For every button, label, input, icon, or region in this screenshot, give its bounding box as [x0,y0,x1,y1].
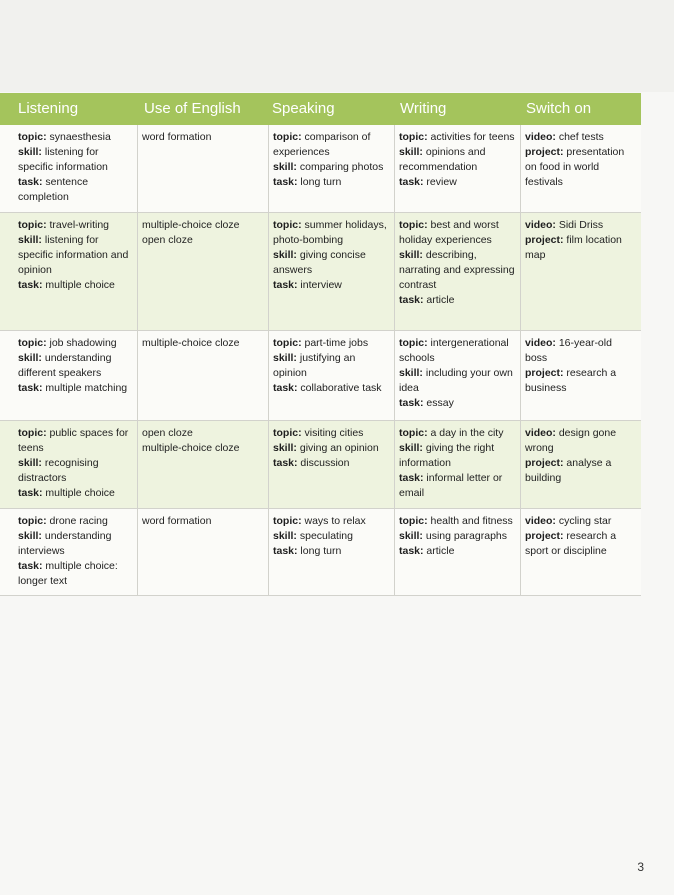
cell-line: topic: ways to relax [273,515,366,527]
cell-line: skill: understanding different speakers [18,352,112,379]
cell-line: skill: listening for specific information and opinion [18,234,129,276]
cell-switch-on [521,125,641,212]
cell-line: multiple-choice cloze [142,337,240,349]
cell-line: video: cycling star [525,515,612,527]
cell-listening [0,509,138,595]
cell-line: video: Sidi Driss [525,219,604,231]
cell-line: task: article [399,294,455,306]
cell-line: task: multiple choice [18,487,115,499]
cell-line: word formation [142,515,212,527]
cell-line: topic: activities for teens [399,131,515,143]
table-row [0,421,641,509]
cell-switch-on [521,509,641,595]
cell-line: topic: comparison of experiences [273,131,371,158]
cell-line: task: collaborative task [273,382,382,394]
cell-use-of-english [138,509,269,595]
cell-line: topic: summer holidays, photo-bombing [273,219,387,246]
cell-use-of-english [138,331,269,420]
cell-line: topic: part-time jobs [273,337,369,349]
cell-line: multiple-choice cloze [142,219,240,231]
cell-line: skill: giving an opinion [273,442,379,454]
cell-switch-on [521,331,641,420]
cell-use-of-english [138,125,269,212]
cell-line: word formation [142,131,212,143]
cell-speaking [269,213,395,330]
cell-line: task: long turn [273,545,342,557]
cell-switch-on [521,213,641,330]
cell-line: skill: opinions and recommendation [399,146,486,173]
cell-line: task: informal letter or email [399,472,503,499]
cell-line: video: 16-year-old boss [525,337,612,364]
cell-line: skill: giving concise answers [273,249,366,276]
cell-line: topic: intergenerational schools [399,337,509,364]
cell-line: task: long turn [273,176,342,188]
cell-line: topic: drone racing [18,515,108,527]
cell-switch-on [521,421,641,508]
cell-line: task: essay [399,397,454,409]
cell-listening [0,213,138,330]
cell-line: project: presentation on food in world festivals [525,146,625,188]
cell-line: skill: understanding interviews [18,530,112,557]
header-switch-on: Switch on [526,100,592,117]
cell-line: project: analyse a building [525,457,612,484]
cell-writing [395,509,521,595]
contents-table [0,93,641,596]
cell-speaking [269,421,395,508]
cell-line: skill: listening for specific information [18,146,108,173]
cell-line: open cloze [142,234,193,246]
table-body [0,125,641,596]
cell-line: multiple-choice cloze [142,442,240,454]
cell-line: skill: justifying an opinion [273,352,356,379]
cell-listening [0,331,138,420]
cell-line: task: sentence completion [18,176,89,203]
cell-line: skill: comparing photos [273,161,384,173]
cell-line: task: discussion [273,457,350,469]
cell-line: skill: including your own idea [399,367,513,394]
cell-line: task: multiple matching [18,382,128,394]
cell-line: project: research a sport or discipline [525,530,617,557]
cell-line: topic: travel-writing [18,219,110,231]
cell-speaking [269,125,395,212]
cell-line: task: multiple choice: longer text [18,560,118,587]
cell-use-of-english [138,421,269,508]
cell-line: topic: best and worst holiday experiences [399,219,499,246]
cell-line: topic: a day in the city [399,427,504,439]
header-use-of-english: Use of English [144,100,241,117]
cell-speaking [269,331,395,420]
cell-line: video: chef tests [525,131,604,143]
table-row [0,331,641,421]
cell-line: topic: visiting cities [273,427,364,439]
table-row [0,125,641,213]
table-row [0,509,641,596]
cell-line: skill: recognising distractors [18,457,99,484]
cell-listening [0,125,138,212]
cell-line: task: multiple choice [18,279,115,291]
cell-line: task: article [399,545,455,557]
cell-line: topic: job shadowing [18,337,117,349]
header-writing: Writing [400,100,447,117]
header-listening: Listening [18,100,79,117]
cell-line: project: research a business [525,367,617,394]
cell-line: open cloze [142,427,193,439]
cell-line: video: design gone wrong [525,427,617,454]
cell-line: skill: speculating [273,530,353,542]
cell-line: skill: giving the right information [399,442,495,469]
cell-line: task: interview [273,279,342,291]
cell-speaking [269,509,395,595]
cell-line: skill: using paragraphs [399,530,507,542]
cell-line: skill: describing, narrating and expressing contrast [399,249,515,291]
cell-line: topic: health and fitness [399,515,513,527]
page-top-band [0,0,674,92]
cell-line: task: review [399,176,457,188]
cell-writing [395,331,521,420]
cell-writing [395,125,521,212]
cell-listening [0,421,138,508]
cell-line: topic: public spaces for teens [18,427,129,454]
cell-use-of-english [138,213,269,330]
page-number: 3 [637,860,644,874]
cell-writing [395,421,521,508]
cell-writing [395,213,521,330]
table-row [0,213,641,331]
table-header-row [0,93,641,125]
header-speaking: Speaking [272,100,335,117]
cell-line: project: film location map [525,234,622,261]
cell-line: topic: synaesthesia [18,131,111,143]
